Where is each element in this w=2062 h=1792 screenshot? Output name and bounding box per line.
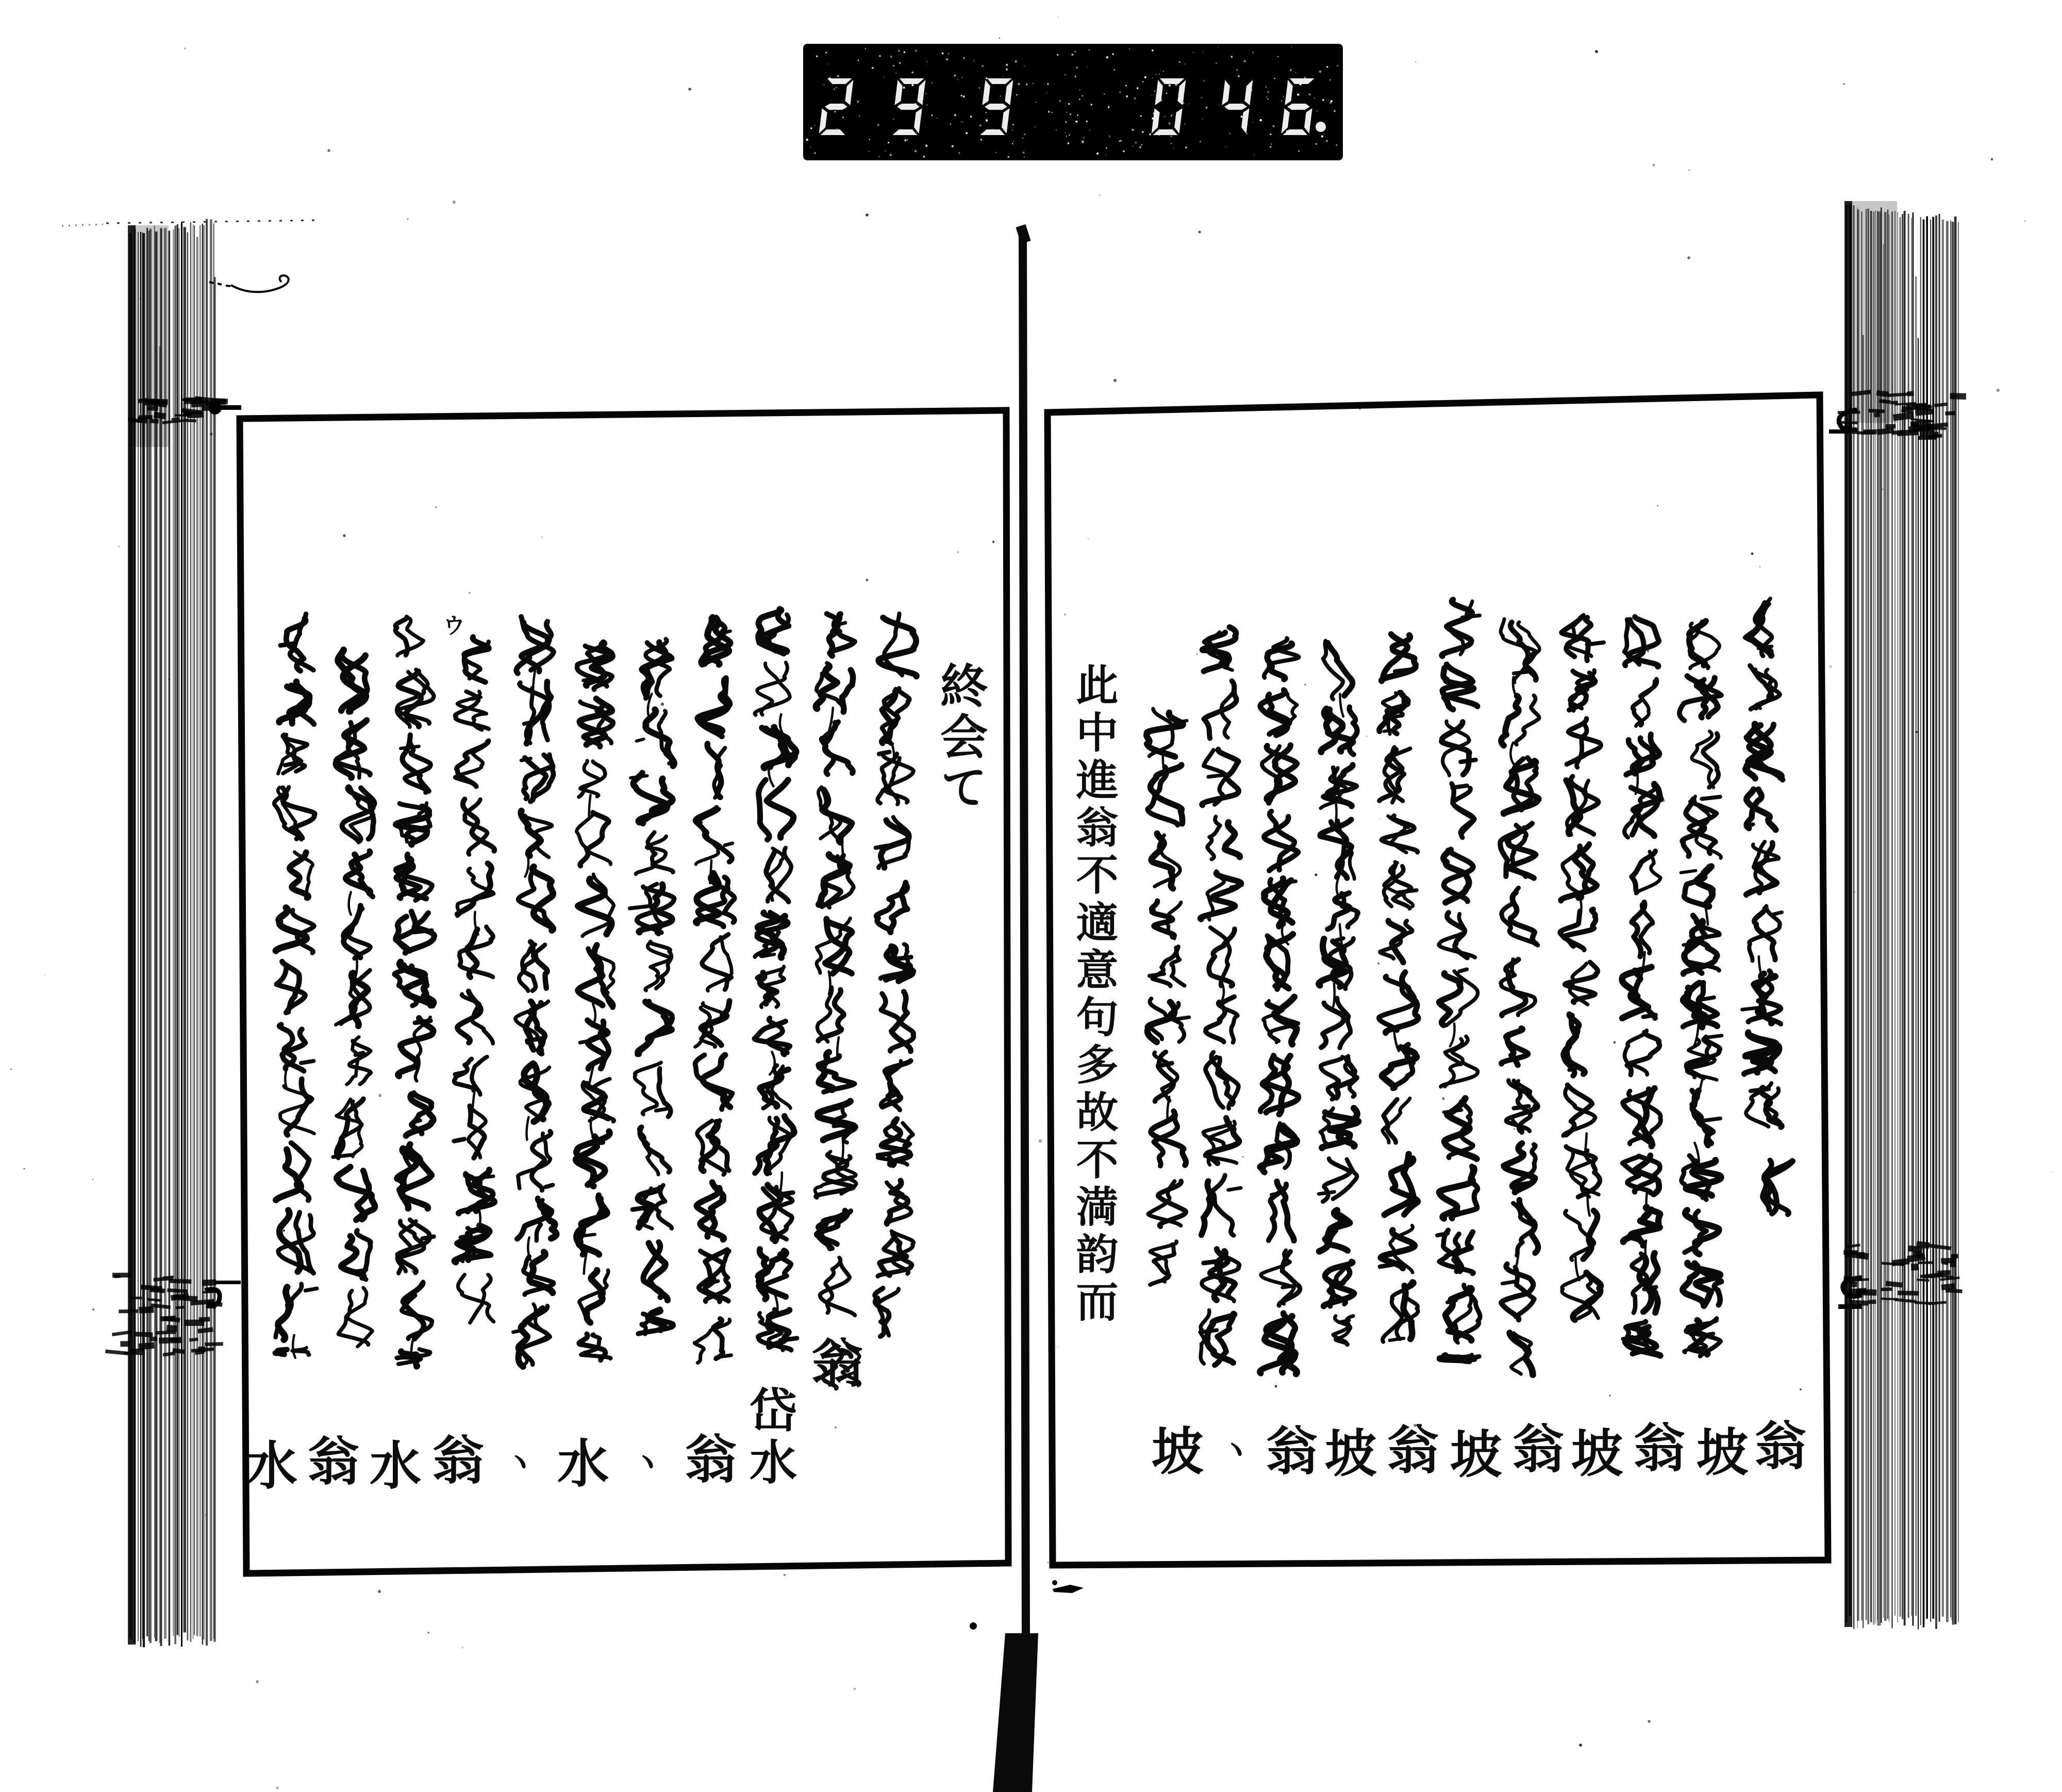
attribution-mark: 坡 [1316,1426,1376,1482]
fore-edge-band-left [128,219,215,1648]
attribution-mark: ヽ [1214,1432,1252,1469]
attribution-mark: 翁 [424,1433,484,1489]
calligraphy-column [333,650,375,1347]
counter-plate [803,44,1343,160]
attribution-mark: 翁 [1504,1422,1564,1478]
right-page-annotation-column: 此中進翁不適意句多故不満韵而 [1069,663,1118,1327]
attribution-mark: 翁 [1625,1421,1685,1476]
calligraphy-column [1500,619,1539,1375]
right-page-calligraphy [1146,599,1793,1375]
calligraphy-column [1679,621,1722,1356]
attribution-mark: 坡 [1441,1427,1502,1483]
calligraphy-column [755,609,797,1351]
calligraphy-column [513,617,556,1367]
attribution-mark: ヽ [498,1445,536,1482]
attribution-mark: 翁 [676,1432,737,1488]
attribution-mark: 坡 [1143,1424,1203,1480]
calligraphy-column [1319,641,1358,1345]
calligraphy-column [1146,709,1189,1285]
attribution-mark: 坡 [1688,1425,1748,1481]
calligraphy-column [274,614,317,1358]
calligraphy-column [1762,1160,1792,1215]
calligraphy-column [1437,600,1480,1361]
clip-hooks [205,401,1862,1309]
spine-gutter [993,226,1038,1792]
page-counter [803,44,1343,160]
calligraphy-column [1379,634,1418,1342]
attribution-mark: 翁 [803,1336,863,1392]
attribution-mark: 水 [548,1436,609,1492]
attribution-mark: 水 [361,1438,421,1494]
attribution-mark: 翁 [1746,1419,1806,1474]
calligraphy-column [1742,599,1783,1127]
attribution-mark: 岱水 [742,1386,797,1489]
left-page-header-column: 終会て [933,661,988,813]
decimal-point [1316,122,1326,132]
calligraphy-column [394,617,434,1367]
attribution-mark: 坡 [1562,1426,1623,1482]
calligraphy-column [576,642,614,1360]
calligraphy-column [1622,617,1661,1355]
calligraphy-column [694,617,735,1363]
calligraphy-column [815,613,856,1315]
attribution-mark: 水 [237,1438,297,1494]
pen-squiggle [231,275,289,292]
furigana-mark: ウ [439,613,465,636]
attribution-mark: 翁 [1378,1423,1439,1479]
left-page-calligraphy [274,609,917,1389]
attribution-mark: 翁 [1257,1424,1318,1480]
scan-noise [10,16,2053,1789]
calligraphy-column [1560,615,1604,1320]
calligraphy-column [629,639,674,1334]
page-frames [237,395,1828,1573]
calligraphy-column [1260,638,1300,1374]
calligraphy-column [1200,627,1242,1366]
attribution-mark: ヽ [625,1445,663,1482]
calligraphy-column [454,637,495,1322]
attribution-mark: 翁 [299,1434,359,1490]
calligraphy-column [875,613,917,1336]
